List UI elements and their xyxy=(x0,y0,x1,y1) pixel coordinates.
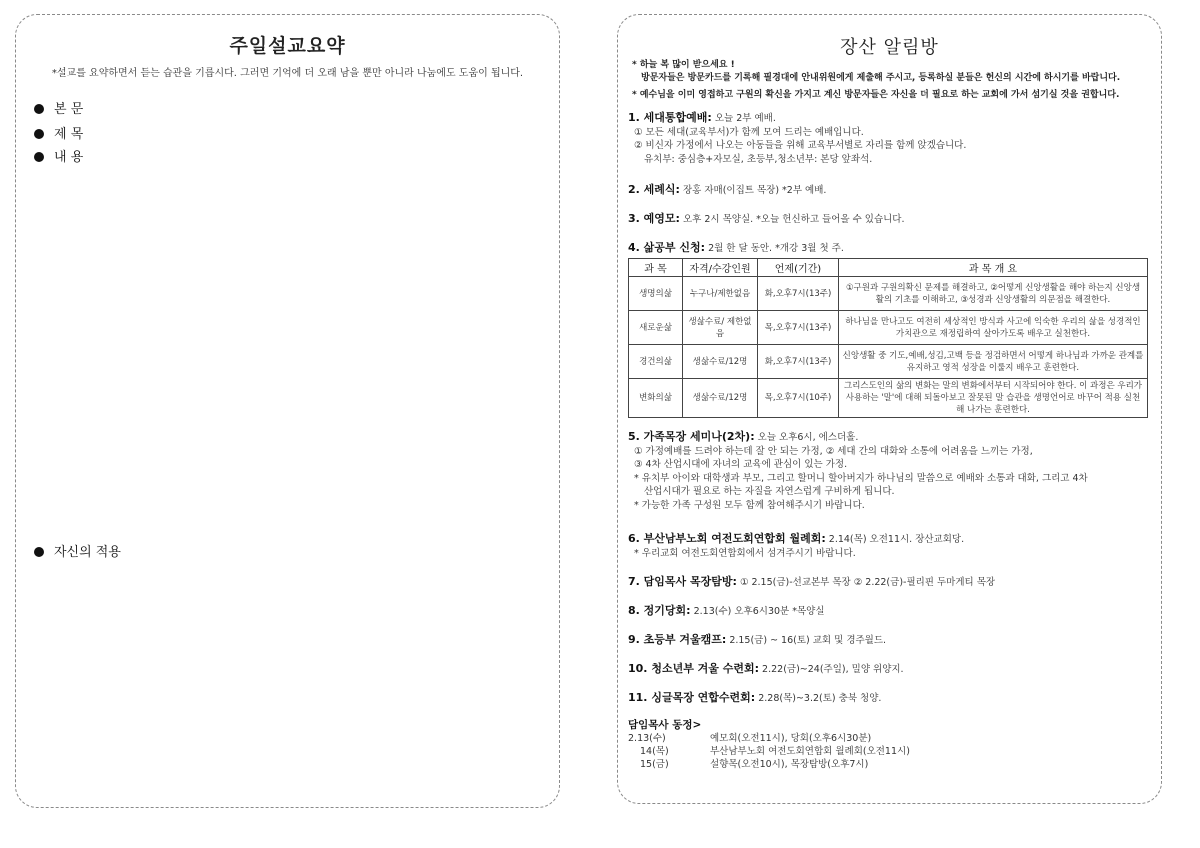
notice-item-head: 5. 가족목장 세미나(2차): xyxy=(628,430,755,443)
notice-item xyxy=(628,691,1149,706)
table-header-row xyxy=(629,259,1148,277)
bullet-dot-icon xyxy=(34,547,44,557)
notice-item-head: 9. 초등부 겨울캠프: xyxy=(628,633,727,646)
notice-item-line: * 유치부 아이와 대학생과 부모, 그리고 할머니 할아버지가 하나님의 말씀으로 예배와 소통과 대화, 그리고 4차 xyxy=(634,472,1088,484)
notice-item-head: 10. 청소년부 겨울 수련회: xyxy=(628,662,760,675)
notice-line: * 예수님을 이미 영접하고 구원의 확신을 가지고 계신 방문자들은 자신을 더 필요로 하는 교회에 가서 섬기실 것을 권합니다. xyxy=(632,90,1120,100)
pastor-schedule xyxy=(628,719,1149,771)
notice-item-body: ① 2.15(금)-선교본부 목장 ② 2.22(금)-필리핀 두마게티 목장 xyxy=(739,577,996,588)
table-cell: 누구나/제한없음 xyxy=(683,277,758,311)
notice-item-line: ① 모든 세대(교육부서)가 함께 모여 드리는 예배입니다. xyxy=(634,126,864,138)
bullet-label: 자신의 적용 xyxy=(54,545,121,560)
table-cell: 생삶수료/ 제한없음 xyxy=(683,311,758,345)
notice-item xyxy=(628,241,1149,256)
notice-item-body: 오후 2시 목양실. *오늘 헌신하고 들어올 수 있습니다. xyxy=(682,214,905,225)
bullet-dot-icon xyxy=(34,129,44,139)
notice-item xyxy=(628,532,1149,560)
notice-item xyxy=(628,604,1149,619)
table-header-cell: 과 목 xyxy=(629,259,683,277)
table-row xyxy=(629,311,1148,345)
table-row xyxy=(629,379,1148,418)
table-row xyxy=(629,277,1148,311)
notice-item-body: 2.13(수) 오후6시30분 *목양실 xyxy=(693,606,825,617)
table-cell: 목,오후7시(10주) xyxy=(758,379,839,418)
bullet-label: 제 목 xyxy=(54,127,84,142)
notice-item-line: ③ 4차 산업시대에 자녀의 교육에 관심이 있는 가정. xyxy=(634,459,848,470)
table-cell: 생삶수료/12명 xyxy=(683,345,758,379)
table-cell: 경건의삶 xyxy=(629,345,683,379)
notice-item-head: 3. 예영모: xyxy=(628,212,680,225)
notice-item-body: 2월 한 달 동안. *개강 3월 첫 주. xyxy=(708,243,844,254)
notice-item-head: 11. 싱글목장 연합수련회: xyxy=(628,691,756,704)
church-notice-title: 장산 알림방 xyxy=(840,37,939,58)
sermon-summary-panel xyxy=(15,14,560,808)
bullet-content xyxy=(34,146,83,165)
table-header-cell: 언제(기간) xyxy=(758,259,839,277)
table-cell: 화,오후7시(13주) xyxy=(758,277,839,311)
notice-item xyxy=(628,183,1149,198)
bullet-application xyxy=(34,541,121,560)
notice-item-head: 4. 삶공부 신청: xyxy=(628,241,706,254)
notice-item-head: 2. 세례식: xyxy=(628,183,680,196)
notice-item-body: 오늘 2부 예배. xyxy=(714,113,776,124)
notice-item-head: 1. 세대통합예배: xyxy=(628,111,712,124)
notice-item-line: * 우리교회 여전도회연합회에서 섬겨주시기 바랍니다. xyxy=(634,547,856,559)
notice-line: 방문자들은 방문카드를 기록해 필경대에 안내위원에게 제출해 주시고, 등록하실 분들은 헌신의 시간에 하시기를 바랍니다. xyxy=(641,73,1121,83)
table-cell: ①구원과 구원의확신 문제를 해결하고, ②어떻게 신앙생활을 해야 하는지 신앙생활의 기초를 이해하고, ③성경과 신앙생활의 의문점을 해결한다. xyxy=(839,277,1148,311)
sermon-summary-title: 주일설교요약 xyxy=(229,35,346,57)
sermon-summary-intro: *설교를 요약하면서 듣는 습관을 기릅시다. 그러면 기억에 더 오래 남을 뿐만 아니라 나눔에도 도움이 됩니다. xyxy=(51,68,524,79)
table-row xyxy=(629,345,1148,379)
schedule-date: 2.13(수) xyxy=(628,733,666,744)
course-table xyxy=(628,258,1148,418)
bullet-dot-icon xyxy=(34,152,44,162)
notice-item-body: 2.14(목) 오전11시. 장산교회당. xyxy=(828,534,965,545)
notice-item xyxy=(628,575,1149,590)
table-cell: 생명의삶 xyxy=(629,277,683,311)
notice-item-line: * 가능한 가족 구성원 모두 함께 참여해주시기 바랍니다. xyxy=(634,499,865,511)
notice-line: * 하늘 복 많이 받으세요 ! xyxy=(632,60,735,70)
notice-item-line: ② 비신자 가정에서 나오는 아동들을 위해 교육부서별로 자리를 함께 앉겠습니다. xyxy=(634,140,967,151)
table-cell: 신앙생활 중 기도,예배,성김,고백 등을 정검하면서 어떻게 하나님과 가까운 관계를 유지하고 영적 성장을 이룰지 배우고 훈련한다. xyxy=(839,345,1148,379)
bullet-label: 본 문 xyxy=(54,102,84,117)
notice-item-body: 오늘 오후6시, 에스더홀. xyxy=(757,432,859,443)
schedule-text: 예모회(오전11시), 당회(오후6시30분) xyxy=(710,733,872,744)
list-item xyxy=(628,732,1149,745)
notice-item-body: 2.22(금)~24(주일), 밀양 위양지. xyxy=(762,664,904,675)
notice-item-body: 장홍 자매(이집트 목장) *2부 예배. xyxy=(682,185,827,196)
schedule-text: 설향목(오전10시), 목장탐방(오후7시) xyxy=(710,759,869,770)
table-cell: 생삶수료/12명 xyxy=(683,379,758,418)
notice-item-body: 2.28(목)~3.2(토) 충북 청양. xyxy=(758,693,882,704)
table-header-cell: 자격/수강인원 xyxy=(683,259,758,277)
notice-item-body: 2.15(금) ~ 16(토) 교회 및 경주월드. xyxy=(729,635,887,646)
table-cell: 그리스도인의 삶의 변화는 말의 변화에서부터 시작되어야 한다. 이 과정은 우리가 사용하는 '말'에 대해 되돌아보고 잘못된 말 습관을 생명언어로 바꾸어 적용 실천해 나가는 훈련한다. xyxy=(839,379,1148,418)
notice-item xyxy=(628,212,1149,227)
notice-item xyxy=(628,430,1149,512)
notice-item-line: ① 가정예배를 드려야 하는데 잘 안 되는 가정, ② 세대 간의 대화와 소통에 어려움을 느끼는 가정, xyxy=(634,445,1033,457)
bullet-dot-icon xyxy=(34,104,44,114)
table-cell: 새로운삶 xyxy=(629,311,683,345)
table-cell: 변화의삶 xyxy=(629,379,683,418)
notice-item xyxy=(628,633,1149,648)
notice-item-line: 유치부: 중심층+자모실, 초등부,청소년부: 본당 앞좌석. xyxy=(644,153,873,165)
table-cell: 화,오후7시(13주) xyxy=(758,345,839,379)
notice-item-line: 산업시대가 필요로 하는 자질을 자연스럽게 구비하게 됩니다. xyxy=(644,486,895,497)
bullet-label: 내 용 xyxy=(54,150,84,165)
list-item xyxy=(628,758,1149,771)
notice-item-head: 8. 정기당회: xyxy=(628,604,691,617)
schedule-date: 15(금) xyxy=(640,759,669,770)
notice-greeting xyxy=(632,59,1147,102)
schedule-text: 부산남부노회 여전도회연합회 월례회(오전11시) xyxy=(710,746,910,757)
church-notice-panel xyxy=(617,14,1162,804)
notice-item xyxy=(628,662,1149,677)
notice-item xyxy=(628,111,1149,166)
table-cell: 목,오후7시(13주) xyxy=(758,311,839,345)
pastor-schedule-head: 담임목사 동정> xyxy=(628,719,702,731)
notice-item-head: 7. 담임목사 목장탐방: xyxy=(628,575,737,588)
bullet-scripture xyxy=(34,98,83,117)
table-cell: 하나님을 만나고도 여전히 세상적인 방식과 사고에 익숙한 우리의 삶을 성경적인 가치관으로 재정립하여 살아가도록 배우고 실천한다. xyxy=(839,311,1148,345)
schedule-date: 14(목) xyxy=(640,746,669,757)
table-header-cell: 과 목 개 요 xyxy=(839,259,1148,277)
bullet-sermon-title xyxy=(34,123,83,142)
list-item xyxy=(628,745,1149,758)
notice-item-head: 6. 부산남부노회 여전도회연합회 월례회: xyxy=(628,532,826,545)
